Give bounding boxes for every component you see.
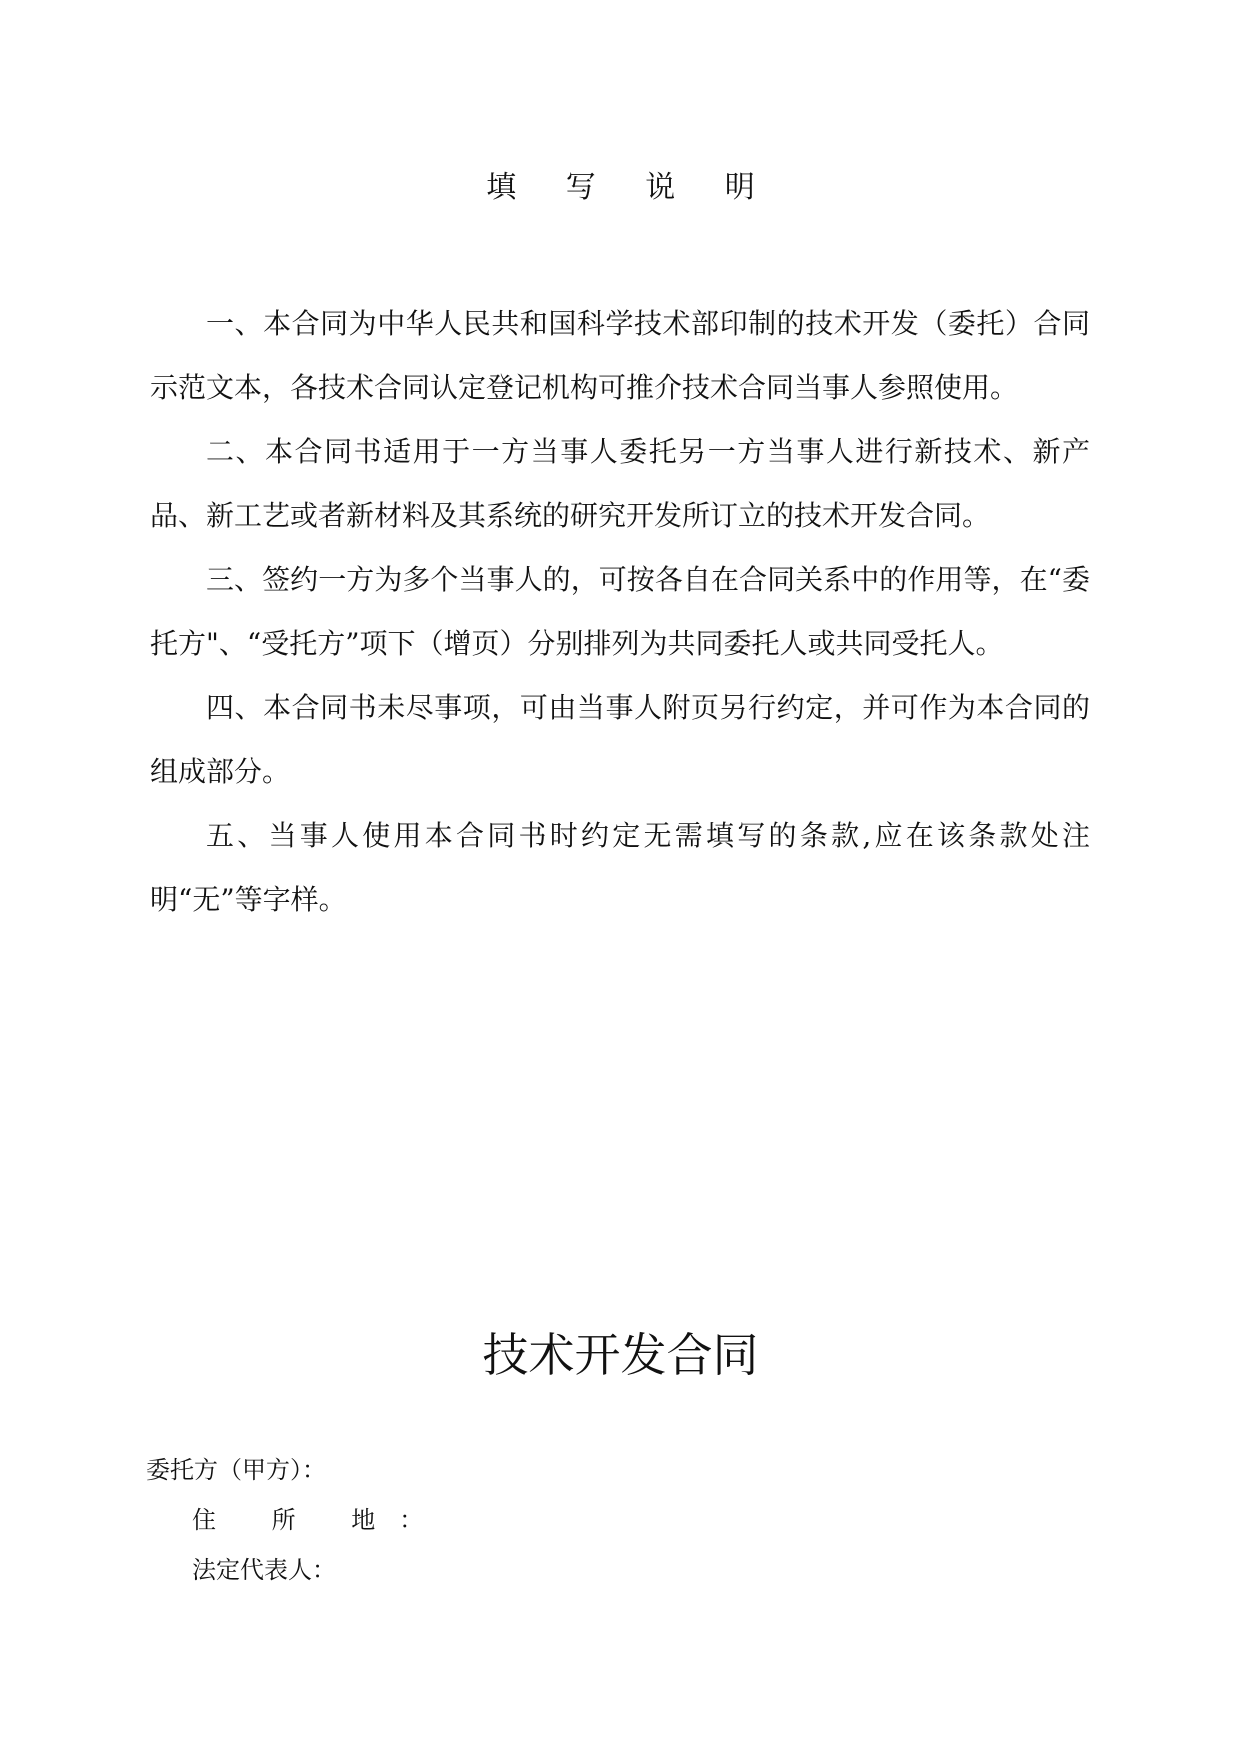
party-a-section xyxy=(146,1450,746,1600)
notes-title: 填 写 说 明 xyxy=(486,170,775,205)
note-paragraph-2: 二、本合同书适用于一方当事人委托另一方当事人进行新技术、新产品、新工艺或者新材料及其系统的研究开发所订立的技术开发合同。 xyxy=(150,435,1090,532)
party-a-label: 委托方（甲方）： xyxy=(146,1456,326,1484)
notes-body xyxy=(150,292,1090,932)
contract-title: 技术开发合同 xyxy=(482,1328,759,1382)
note-paragraph-3: 三、签约一方为多个当事人的，可按各自在合同关系中的作用等，在“委托方"、“受托方”项下（增页）分别排列为共同委托人或共同受托人。 xyxy=(150,563,1090,660)
note-paragraph-4: 四、本合同书未尽事项，可由当事人附页另行约定，并可作为本合同的组成部分。 xyxy=(150,691,1090,788)
party-a-representative-label: 法定代表人： xyxy=(192,1556,336,1584)
note-paragraph-5: 五、当事人使用本合同书时约定无需填写的条款,应在该条款处注明“无”等字样。 xyxy=(150,819,1090,916)
party-a-address-label: 住 所 地： xyxy=(192,1506,448,1534)
note-paragraph-1: 一、本合同为中华人民共和国科学技术部印制的技术开发（委托）合同示范文本，各技术合同认定登记机构可推介技术合同当事人参照使用。 xyxy=(150,307,1090,404)
